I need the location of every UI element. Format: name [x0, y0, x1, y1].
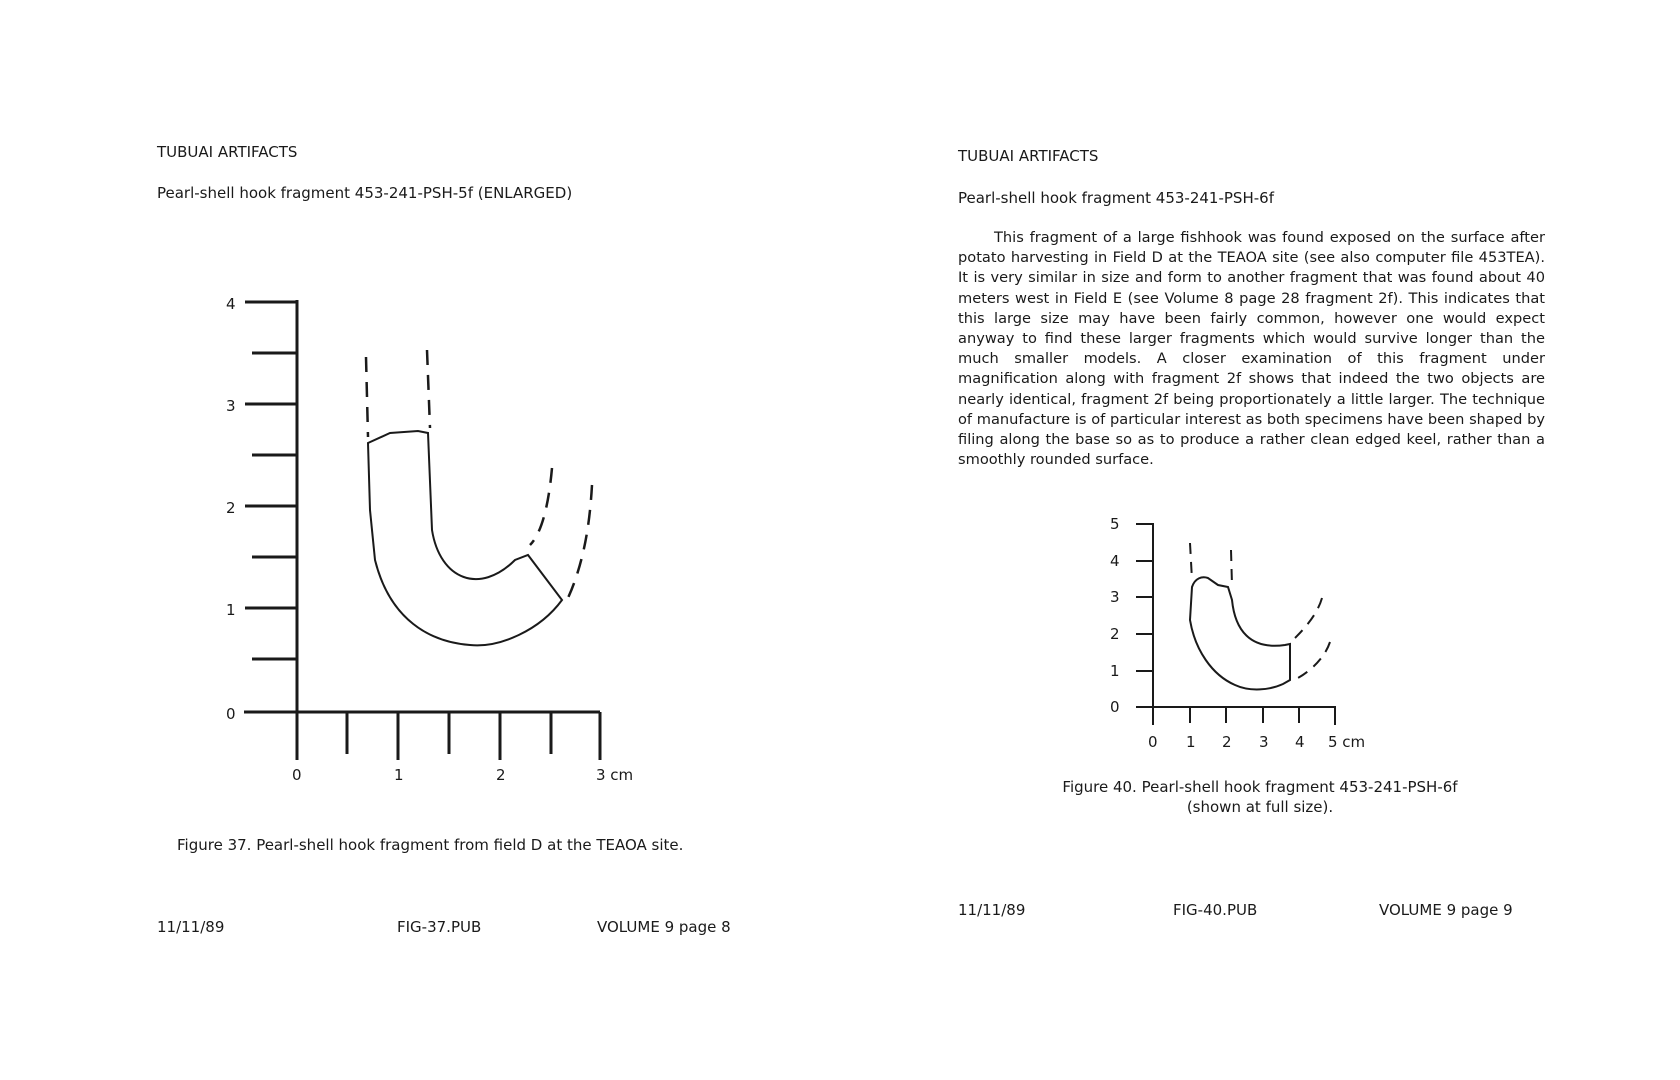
dashed-line	[366, 357, 368, 437]
x-tick-label-3cm: 3 cm	[596, 766, 634, 784]
footer-file: FIG-37.PUB	[397, 918, 482, 936]
x-tick-marks	[1153, 707, 1335, 725]
dashed-line	[427, 350, 430, 428]
y-tick-label-0: 0	[1110, 698, 1120, 716]
y-tick-marks	[1136, 524, 1153, 671]
figure-caption: Figure 40. Pearl-shell hook fragment 453-241-PSH-6f	[1062, 778, 1458, 796]
x-tick-label-3: 3	[1259, 733, 1269, 751]
figure-caption: Figure 37. Pearl-shell hook fragment from field D at the TEAOA site.	[177, 836, 684, 854]
x-tick-label-1: 1	[394, 766, 404, 784]
y-tick-label-2: 2	[1110, 625, 1120, 643]
y-tick-label-3: 3	[226, 397, 236, 415]
footer-volume: VOLUME 9 page 8	[597, 918, 731, 936]
figure-caption-note: (shown at full size).	[1186, 798, 1334, 816]
y-tick-label-1: 1	[226, 601, 236, 619]
dashed-line	[1298, 642, 1330, 678]
page-subtitle: Pearl-shell hook fragment 453-241-PSH-6f	[958, 189, 1274, 207]
y-tick-label-5: 5	[1110, 515, 1120, 533]
x-tick-label-2: 2	[1222, 733, 1232, 751]
description-paragraph: This fragment of a large fishhook was found exposed on the surface after potato harvesting in Field D at the TEAOA site (see also computer file 453TEA). It is very similar in size and form to another fragment that was found about 40 meters west in Field E (see Volume 8 page 28 fragment 2f). This indicates that this large size may have been fairly common, however one would expect anyway to find these larger fragments which would survive longer than the much smaller models. A closer examination of this fragment under magnification along with fragment 2f shows that indeed the two objects are nearly identical, fragment 2f being proportionately a little larger. The technique of manufacture is of particular interest as both specimens have been shaped by filing along the base so as to produce a rather clean edged keel, rather than a smoothly rounded surface.	[958, 229, 1545, 469]
y-tick-label-0: 0	[226, 705, 236, 723]
page-header: TUBUAI ARTIFACTS	[157, 143, 298, 161]
x-tick-marks	[297, 712, 600, 760]
dashed-line	[1190, 543, 1192, 580]
dashed-line	[1231, 550, 1232, 585]
y-tick-label-3: 3	[1110, 588, 1120, 606]
dashed-extension-lines	[1190, 543, 1330, 678]
x-tick-label-0: 0	[1148, 733, 1158, 751]
footer-date: 11/11/89	[157, 918, 225, 936]
x-tick-label-0: 0	[292, 766, 302, 784]
y-tick-label-4: 4	[226, 295, 236, 313]
dashed-line	[1295, 598, 1322, 638]
x-tick-label-1: 1	[1186, 733, 1196, 751]
x-tick-label-5cm: 5 cm	[1328, 733, 1366, 751]
hook-fragment-outline	[1190, 577, 1290, 689]
footer-date: 11/11/89	[958, 901, 1026, 919]
footer-volume: VOLUME 9 page 9	[1379, 901, 1513, 919]
footer-file: FIG-40.PUB	[1173, 901, 1258, 919]
dashed-line	[530, 468, 552, 545]
dashed-line	[568, 485, 592, 598]
y-tick-label-1: 1	[1110, 662, 1120, 680]
page-header: TUBUAI ARTIFACTS	[958, 147, 1099, 165]
right-page	[840, 0, 1680, 1080]
x-tick-label-4: 4	[1295, 733, 1305, 751]
y-tick-label-2: 2	[226, 499, 236, 517]
x-tick-label-2: 2	[496, 766, 506, 784]
hook-fragment-outline	[368, 431, 562, 645]
axes	[1136, 523, 1336, 707]
page-subtitle: Pearl-shell hook fragment 453-241-PSH-5f (ENLARGED)	[157, 184, 573, 202]
y-tick-marks	[245, 302, 297, 659]
dashed-extension-lines	[366, 350, 592, 598]
y-tick-label-4: 4	[1110, 552, 1120, 570]
